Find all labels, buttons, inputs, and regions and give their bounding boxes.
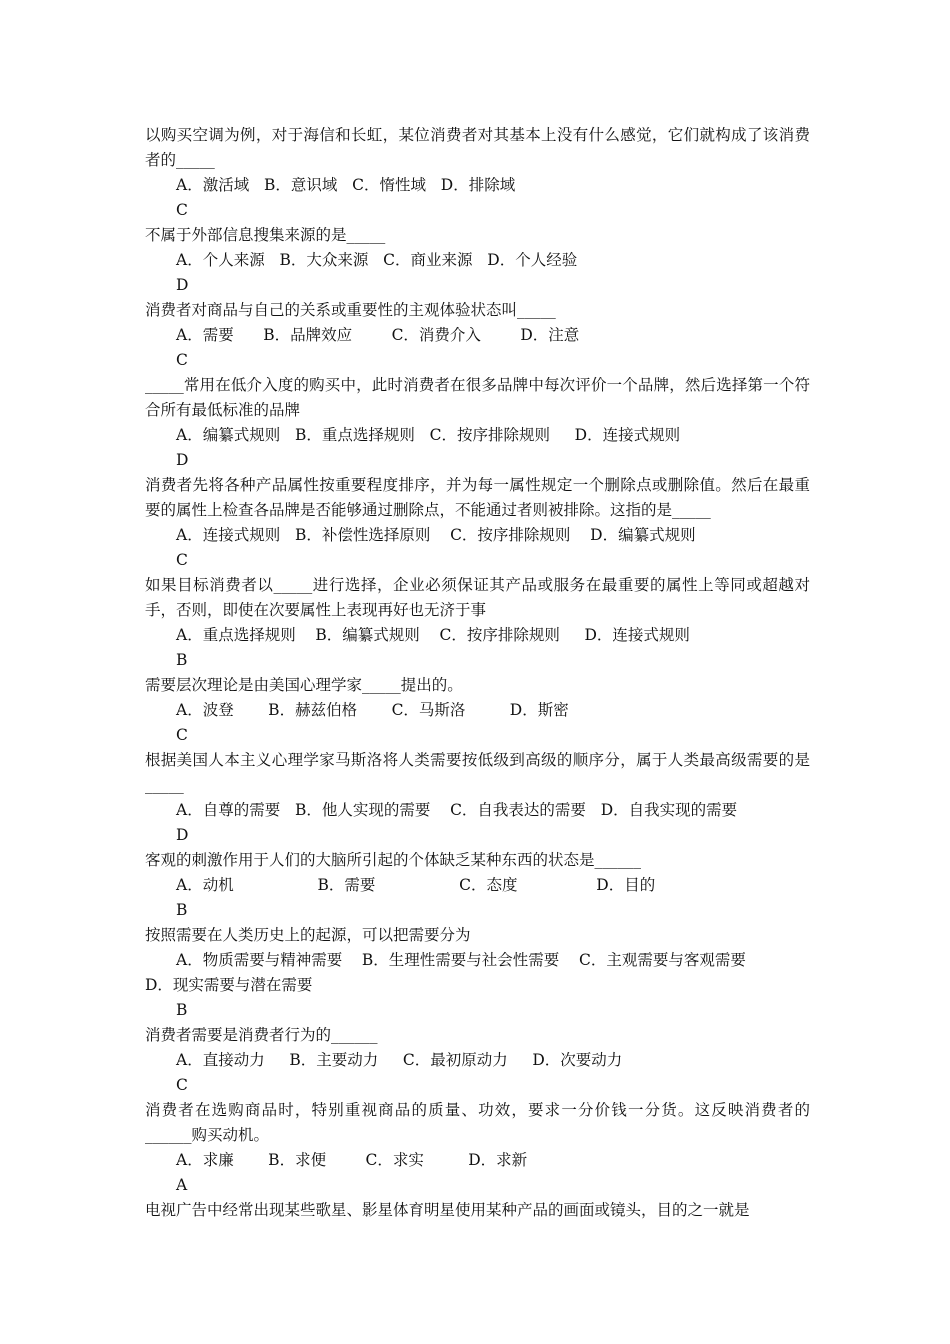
answer-key: B	[176, 651, 188, 669]
question-1	[145, 123, 810, 223]
question-stem: 消费者对商品与自己的关系或重要性的主观体验状态叫_____	[145, 301, 556, 319]
question-11	[145, 1023, 810, 1098]
answer-options: A．物质需要与精神需要 B．生理性需要与社会性需要 C．主观需要与客观需要	[176, 951, 746, 969]
question-stem: 根据美国人本主义心理学家马斯洛将人类需要按低级到高级的顺序分，属于人类最高级需要的是_____	[145, 751, 810, 794]
question-stem: 消费者在选购商品时，特别重视商品的质量、功效，要求一分价钱一分货。这反映消费者的______购买动机。	[145, 1101, 810, 1144]
answer-key: D	[176, 826, 189, 844]
question-8	[145, 748, 810, 848]
question-stem: 如果目标消费者以_____进行选择，企业必须保证其产品或服务在最重要的属性上等同或超越对手，否则，即使在次要属性上表现再好也无济于事	[145, 576, 810, 619]
question-2	[145, 223, 810, 298]
answer-options: A．波登 B．赫兹伯格 C．马斯洛 D．斯密	[176, 701, 569, 719]
answer-key: D	[176, 451, 189, 469]
question-10	[145, 923, 810, 1023]
answer-key: C	[176, 201, 188, 219]
question-stem: 以购买空调为例，对于海信和长虹，某位消费者对其基本上没有什么感觉，它们就构成了该消费者的_____	[145, 126, 810, 169]
answer-key: C	[176, 551, 188, 569]
question-stem: 消费者需要是消费者行为的______	[145, 1026, 378, 1044]
question-stem: 电视广告中经常出现某些歌星、影星体育明星使用某种产品的画面或镜头，目的之一就是	[145, 1201, 750, 1219]
answer-options: A．个人来源 B．大众来源 C．商业来源 D．个人经验	[176, 251, 578, 269]
answer-options: A．直接动力 B．主要动力 C．最初原动力 D．次要动力	[176, 1051, 623, 1069]
answer-key: B	[176, 901, 188, 919]
answer-key: C	[176, 351, 188, 369]
answer-options: A．求廉 B．求便 C．求实 D．求新	[176, 1151, 528, 1169]
question-13	[145, 1198, 810, 1223]
question-7	[145, 673, 810, 748]
question-6	[145, 573, 810, 673]
question-9	[145, 848, 810, 923]
question-stem: 消费者先将各种产品属性按重要程度排序，并为每一属性规定一个删除点或删除值。然后在最重要的属性上检查各品牌是否能够通过删除点，不能通过者则被排除。这指的是_____	[145, 476, 810, 519]
question-12	[145, 1098, 810, 1198]
answer-options: A．激活域 B．意识域 C．惰性域 D．排除域	[176, 176, 516, 194]
answer-key: C	[176, 726, 188, 744]
answer-options: A．动机 B．需要 C．态度 D．目的	[176, 876, 656, 894]
answer-options: A．需要 B．品牌效应 C．消费介入 D．注意	[176, 326, 580, 344]
answer-options-continued: D．现实需要与潜在需要	[145, 976, 313, 994]
answer-key: A	[176, 1176, 188, 1194]
answer-options: A．连接式规则 B．补偿性选择原则 C．按序排除规则 D．编纂式规则	[176, 526, 696, 544]
question-stem: 需要层次理论是由美国心理学家_____提出的。	[145, 676, 463, 694]
answer-key: B	[176, 1001, 188, 1019]
answer-options: A．编纂式规则 B．重点选择规则 C．按序排除规则 D．连接式规则	[176, 426, 681, 444]
question-5	[145, 473, 810, 573]
answer-options: A．重点选择规则 B．编纂式规则 C．按序排除规则 D．连接式规则	[176, 626, 690, 644]
answer-key: C	[176, 1076, 188, 1094]
document-body	[145, 123, 810, 1223]
question-stem: 按照需要在人类历史上的起源，可以把需要分为	[145, 926, 471, 944]
question-3	[145, 298, 810, 373]
answer-key: D	[176, 276, 189, 294]
question-4	[145, 373, 810, 473]
question-stem: 不属于外部信息搜集来源的是_____	[145, 226, 386, 244]
question-stem: _____常用在低介入度的购买中，此时消费者在很多品牌中每次评价一个品牌，然后选择第一个符合所有最低标准的品牌	[145, 376, 810, 419]
answer-options: A．自尊的需要 B．他人实现的需要 C．自我表达的需要 D．自我实现的需要	[176, 801, 738, 819]
question-stem: 客观的刺激作用于人们的大脑所引起的个体缺乏某种东西的状态是______	[145, 851, 642, 869]
